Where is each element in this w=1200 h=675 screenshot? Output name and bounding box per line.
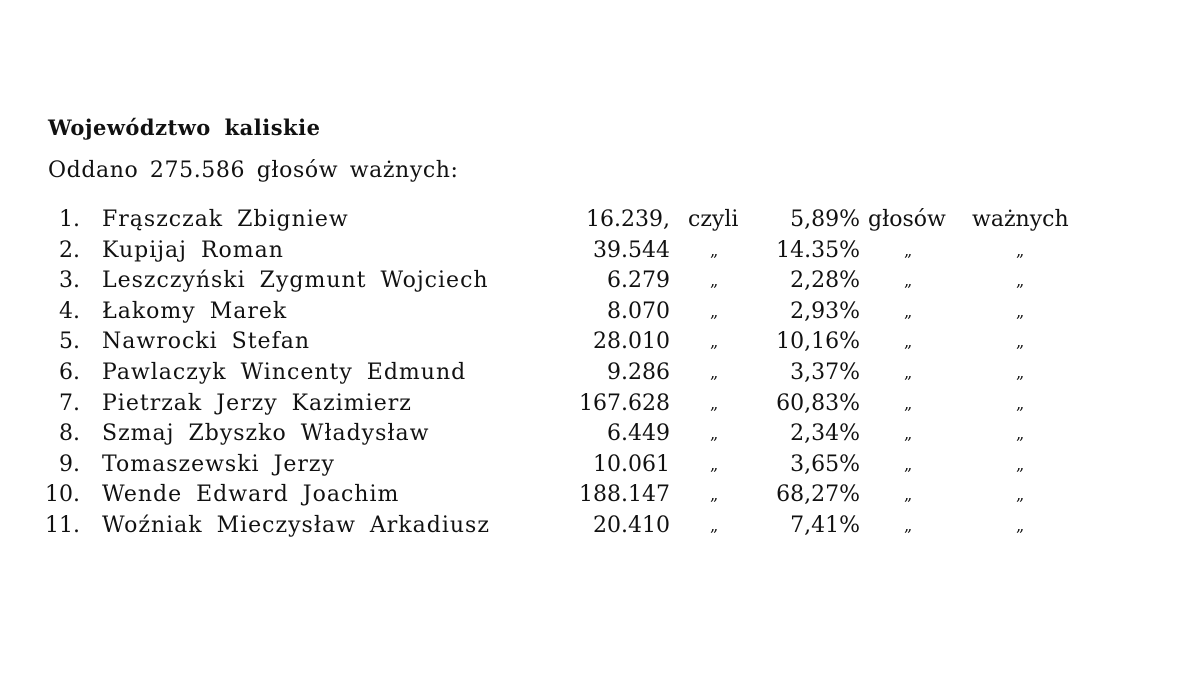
candidate-name: Pietrzak Jerzy Kazimierz [102, 390, 412, 416]
vote-count: 6.449 [607, 421, 670, 447]
candidate-name: Wende Edward Joachim [102, 482, 400, 508]
ditto-mark: „ [904, 424, 912, 444]
ditto-mark: „ [904, 454, 912, 474]
ditto-mark: „ [1016, 393, 1024, 413]
list-item [0, 419, 1200, 450]
row-number: 1. [59, 207, 80, 232]
row-number: 11. [45, 512, 80, 538]
ditto-mark: „ [1016, 515, 1024, 535]
vote-count: 6.279 [607, 268, 670, 294]
vote-count: 16.239, [586, 207, 670, 232]
candidate-name: Frąszczak Zbigniew [102, 207, 349, 232]
suffix-word: ważnych [972, 207, 1069, 232]
vote-percentage: 3,37% [790, 359, 860, 385]
row-number: 5. [59, 329, 80, 355]
vote-count: 10.061 [593, 451, 670, 477]
ditto-mark: „ [1016, 454, 1024, 474]
ditto-mark: „ [710, 271, 718, 291]
ditto-mark: „ [1016, 485, 1024, 505]
vote-percentage: 3,65% [790, 451, 860, 477]
candidate-name: Szmaj Zbyszko Władysław [102, 421, 430, 447]
ditto-mark: „ [904, 393, 912, 413]
list-item [0, 266, 1200, 297]
vote-percentage: 7,41% [790, 512, 860, 538]
vote-percentage: 10,16% [776, 329, 860, 355]
row-number: 9. [59, 451, 80, 477]
vote-percentage: 2,34% [790, 421, 860, 447]
list-item [0, 358, 1200, 389]
ditto-mark: „ [904, 362, 912, 382]
section-heading: Województwo kaliskie [48, 115, 321, 140]
ditto-mark: „ [1016, 240, 1024, 260]
list-item [0, 297, 1200, 328]
candidate-name: Woźniak Mieczysław Arkadiusz [102, 512, 490, 538]
list-item [0, 205, 1200, 236]
ditto-mark: „ [904, 301, 912, 321]
row-number: 4. [59, 298, 80, 324]
results-list [0, 205, 1200, 542]
ditto-mark: „ [710, 240, 718, 260]
row-number: 7. [59, 390, 80, 416]
candidate-name: Kupijaj Roman [102, 237, 284, 263]
vote-percentage: 5,89% [790, 207, 860, 232]
candidate-name: Leszczyński Zygmunt Wojciech [102, 268, 489, 294]
vote-percentage: 2,28% [790, 268, 860, 294]
ditto-mark: „ [710, 393, 718, 413]
list-item [0, 389, 1200, 420]
ditto-mark: „ [1016, 271, 1024, 291]
ditto-mark: „ [904, 485, 912, 505]
ditto-mark: „ [710, 454, 718, 474]
separator-word: czyli [688, 207, 739, 232]
vote-percentage: 68,27% [776, 482, 860, 508]
row-number: 3. [59, 268, 80, 294]
row-number: 8. [59, 421, 80, 447]
vote-count: 188.147 [579, 482, 670, 508]
row-number: 10. [45, 482, 80, 508]
ditto-mark: „ [904, 240, 912, 260]
candidate-name: Nawrocki Stefan [102, 329, 310, 355]
ditto-mark: „ [1016, 424, 1024, 444]
list-item [0, 511, 1200, 542]
vote-count: 20.410 [593, 512, 670, 538]
ditto-mark: „ [1016, 362, 1024, 382]
votes-summary: Oddano 275.586 głosów ważnych: [48, 158, 459, 183]
vote-count: 28.010 [593, 329, 670, 355]
list-item [0, 236, 1200, 267]
vote-count: 8.070 [607, 298, 670, 324]
ditto-mark: „ [1016, 301, 1024, 321]
suffix-word: głosów [868, 207, 946, 232]
ditto-mark: „ [710, 362, 718, 382]
ditto-mark: „ [710, 485, 718, 505]
vote-percentage: 60,83% [776, 390, 860, 416]
ditto-mark: „ [904, 515, 912, 535]
ditto-mark: „ [710, 301, 718, 321]
ditto-mark: „ [710, 515, 718, 535]
row-number: 2. [59, 237, 80, 263]
list-item [0, 480, 1200, 511]
candidate-name: Tomaszewski Jerzy [102, 451, 335, 477]
candidate-name: Pawlaczyk Wincenty Edmund [102, 359, 467, 385]
ditto-mark: „ [904, 271, 912, 291]
candidate-name: Łakomy Marek [102, 298, 288, 324]
vote-count: 9.286 [607, 359, 670, 385]
vote-count: 39.544 [593, 237, 670, 263]
ditto-mark: „ [1016, 332, 1024, 352]
vote-count: 167.628 [579, 390, 670, 416]
list-item [0, 450, 1200, 481]
ditto-mark: „ [904, 332, 912, 352]
ditto-mark: „ [710, 424, 718, 444]
list-item [0, 327, 1200, 358]
vote-percentage: 2,93% [790, 298, 860, 324]
vote-percentage: 14.35% [776, 237, 860, 263]
ditto-mark: „ [710, 332, 718, 352]
row-number: 6. [59, 359, 80, 385]
